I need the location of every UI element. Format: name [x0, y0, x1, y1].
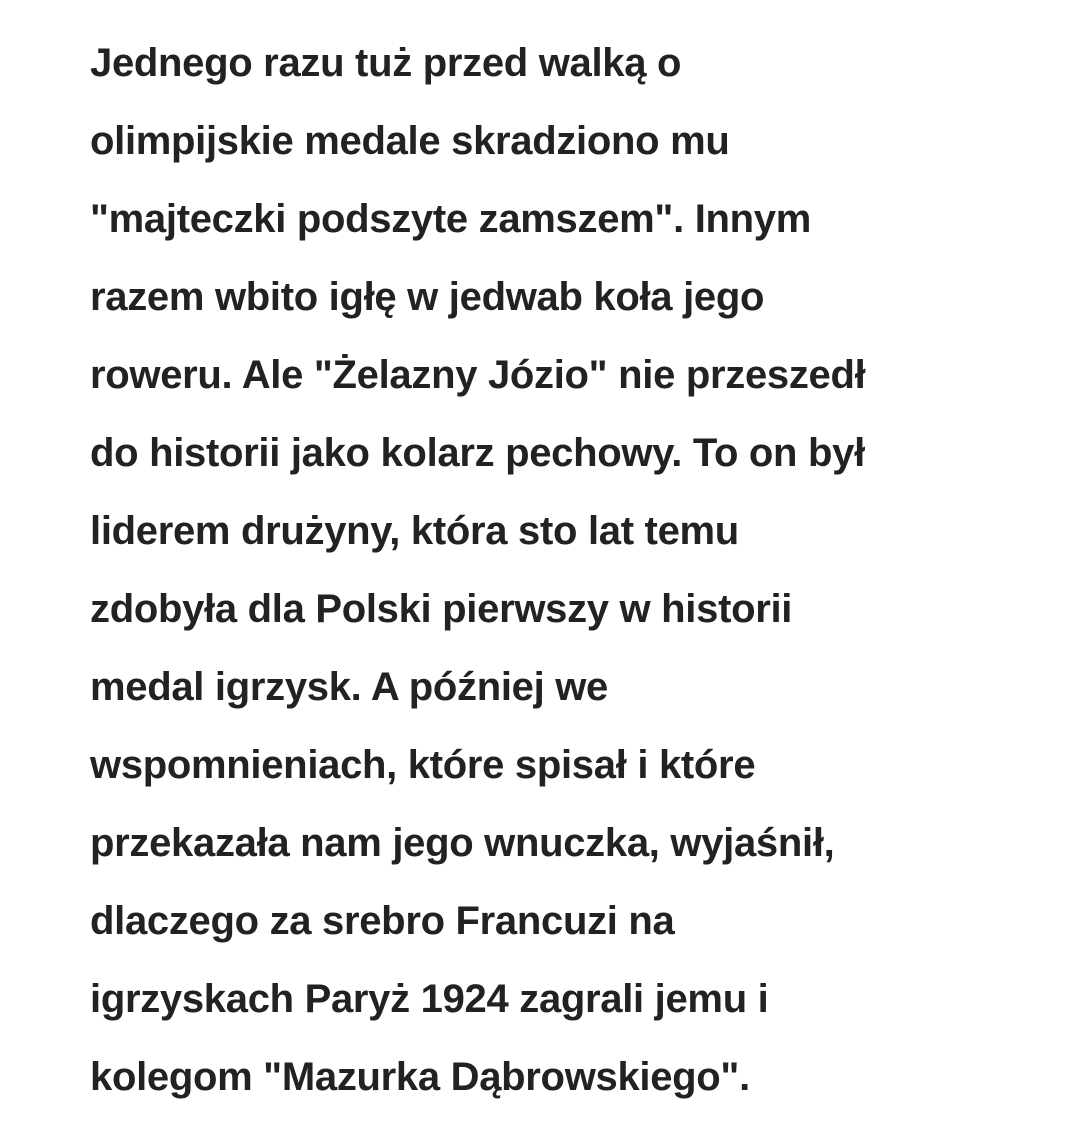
- paragraph-line: roweru. Ale "Żelazny Józio" nie przeszedł: [90, 353, 866, 397]
- paragraph-line: wspomnieniach, które spisał i które: [90, 743, 756, 787]
- paragraph-line: igrzyskach Paryż 1924 zagrali jemu i: [90, 977, 769, 1021]
- paragraph-line: liderem drużyny, która sto lat temu: [90, 509, 739, 553]
- paragraph-line: Jednego razu tuż przed walką o: [90, 41, 682, 85]
- paragraph-line: zdobyła dla Polski pierwszy w historii: [90, 587, 793, 631]
- paragraph-line: do historii jako kolarz pechowy. To on był: [90, 431, 865, 475]
- paragraph-line: olimpijskie medale skradziono mu: [90, 119, 730, 163]
- paragraph-line: "majteczki podszyte zamszem". Innym: [90, 197, 812, 241]
- article-paragraph: [90, 24, 1030, 1116]
- paragraph-line: medal igrzysk. A później we: [90, 665, 608, 709]
- paragraph-line: przekazała nam jego wnuczka, wyjaśnił,: [90, 821, 835, 865]
- paragraph-line: kolegom "Mazurka Dąbrowskiego".: [90, 1055, 750, 1099]
- paragraph-line: razem wbito igłę w jedwab koła jego: [90, 275, 765, 319]
- paragraph-line: dlaczego za srebro Francuzi na: [90, 899, 675, 943]
